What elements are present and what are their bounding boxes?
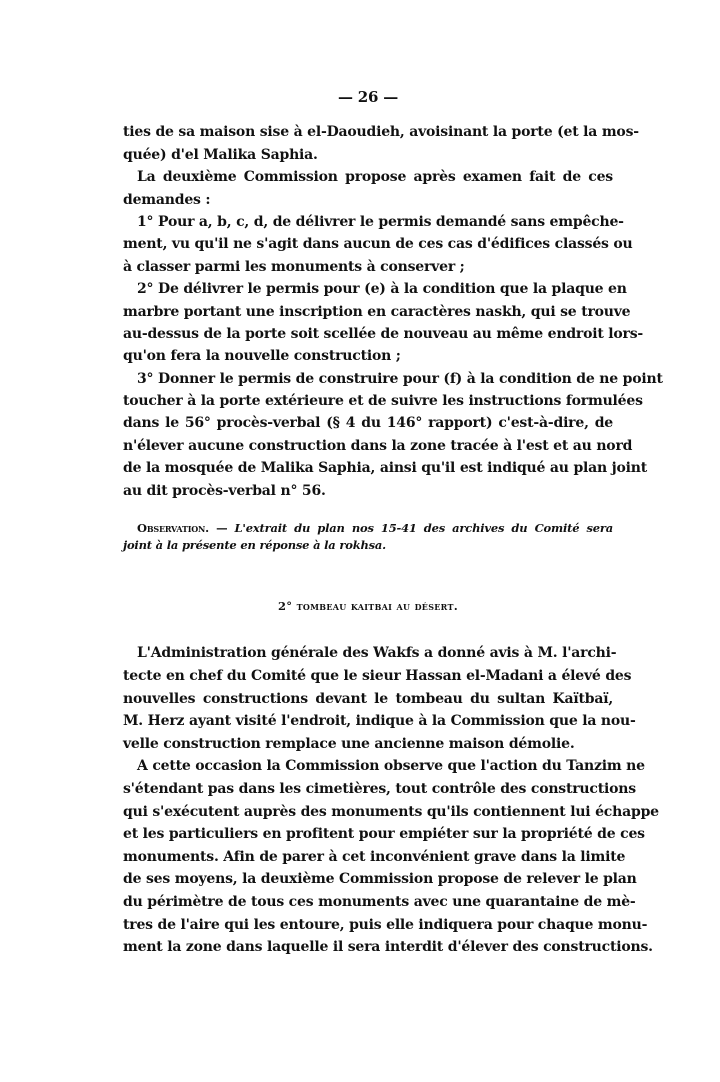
text-line: A cette occasion la Commission observe que l'action du Tanzim ne: [137, 758, 645, 775]
text-line: monuments. Afin de parer à cet inconvénient grave dans la limite: [123, 848, 626, 865]
text-line: 2° De délivrer le permis pour (e) à la condition que la plaque en: [137, 281, 627, 298]
text-line: s'étendant pas dans les cimetières, tout contrôle des constructions: [123, 781, 636, 798]
text-line: du périmètre de tous ces monuments avec une quarantaine de mè-: [123, 893, 636, 910]
text-line: tecte en chef du Comité que le sieur Hassan el-Madani a élevé des: [123, 668, 632, 685]
document-page: [123, 86, 663, 959]
text-line: 1° Pour a, b, c, d, de délivrer le permis demandé sans empêche-: [137, 213, 624, 230]
text-line: ties de sa maison sise à el-Daoudieh, avoisinant la porte (et la mos-: [123, 124, 639, 141]
text-line: de ses moyens, la deuxième Commission propose de relever le plan: [123, 871, 637, 888]
text-line: dans le 56° procès-verbal (§ 4 du 146° rapport) c'est-à-dire, de: [123, 415, 613, 432]
text-line: au-dessus de la porte soit scellée de nouveau au même endroit lors-: [123, 325, 644, 342]
observation-label: Observation.: [137, 521, 209, 536]
text-line: tres de l'aire qui les entoure, puis elle indiquera pour chaque monu-: [123, 916, 648, 933]
observation-note: [123, 520, 613, 554]
list-item-1: [123, 211, 633, 278]
observation-line: [123, 520, 613, 537]
list-item-2: [123, 278, 644, 368]
list-item-3: [123, 368, 663, 502]
text-line: quée) d'el Malika Saphia.: [123, 146, 318, 163]
text-line: marbre portant une inscription en caractères naskh, qui se trouve: [123, 303, 631, 320]
paragraph-continuation: [123, 121, 639, 166]
observation-dash: —: [208, 521, 235, 536]
section-paragraph-1: [123, 642, 636, 755]
text-line: ment, vu qu'il ne s'agit dans aucun de ces cas d'édifices classés ou: [123, 236, 633, 253]
text-line: de la mosquée de Malika Saphia, ainsi qu'il est indiqué au plan joint: [123, 460, 648, 477]
text-line: qu'on fera la nouvelle construction ;: [123, 348, 401, 365]
paragraph-proposal: [123, 166, 613, 211]
section-heading: 2° tombeau kaitbai au désert.: [277, 599, 459, 614]
section-paragraph-2: [123, 755, 659, 958]
text-line: ment la zone dans laquelle il sera interdit d'élever des constructions.: [123, 939, 653, 956]
text-line: velle construction remplace une ancienne maison démolie.: [123, 735, 575, 752]
text-line: et les particuliers en profitent pour empiéter sur la propriété de ces: [123, 826, 645, 843]
text-line: n'élever aucune construction dans la zone tracée à l'est et au nord: [123, 437, 633, 454]
text-line: L'Administration générale des Wakfs a donné avis à M. l'archi-: [137, 645, 617, 662]
text-line: 3° Donner le permis de construire pour (f) à la condition de ne point: [137, 370, 663, 387]
text-line: à classer parmi les monuments à conserver ;: [123, 258, 465, 275]
text-line: toucher à la porte extérieure et de suivre les instructions formulées: [123, 393, 643, 410]
page-number: — 26 —: [337, 88, 399, 106]
observation-line: joint à la présente en réponse à la rokhsa.: [123, 538, 386, 553]
text-line: demandes :: [123, 191, 211, 208]
text-line: qui s'exécutent auprès des monuments qu'ils contiennent lui échappe: [123, 803, 659, 820]
text-line: La deuxième Commission propose après examen fait de ces: [137, 169, 613, 186]
text-line: au dit procès-verbal n° 56.: [123, 482, 326, 499]
observation-text: L'extrait du plan nos 15-41 des archives du Comité sera: [234, 521, 613, 536]
text-line: M. Herz ayant visité l'endroit, indique à la Commission que la nou-: [123, 713, 636, 730]
text-line: nouvelles constructions devant le tombeau du sultan Kaïtbaï,: [123, 690, 613, 707]
